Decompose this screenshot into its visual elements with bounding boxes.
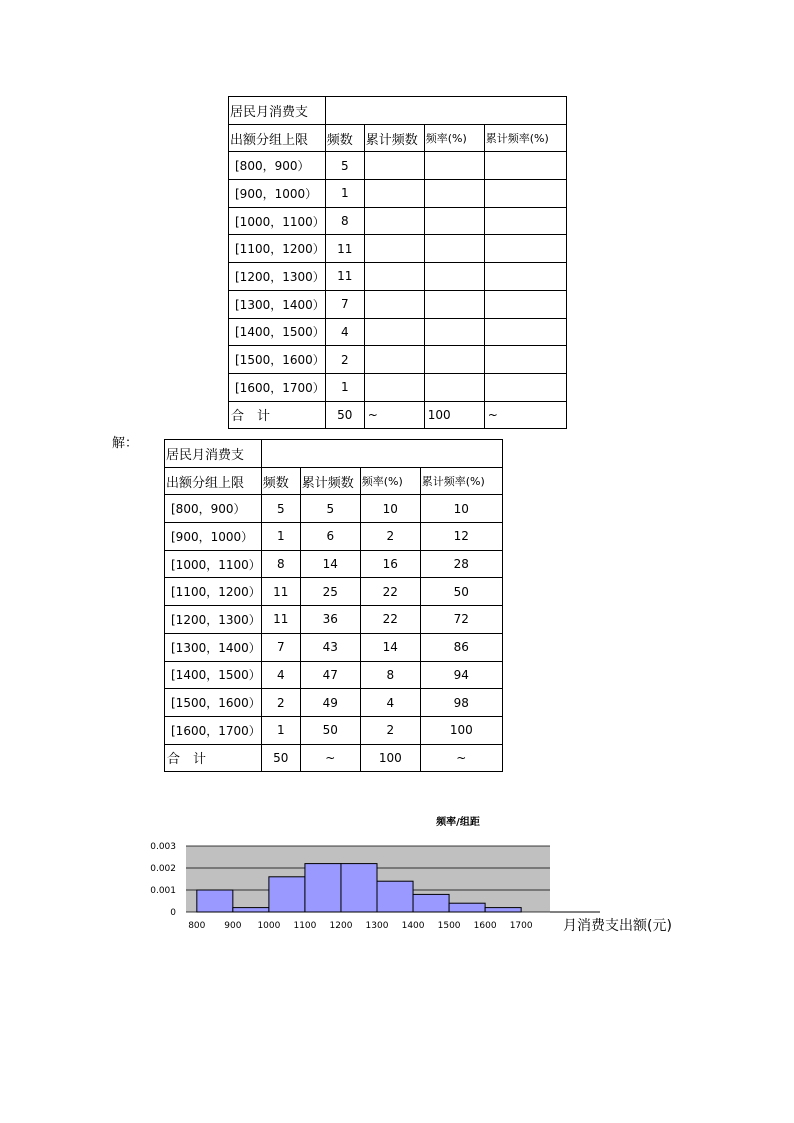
cell-total-rate: 100	[424, 401, 484, 429]
table-header-row-top	[165, 440, 503, 468]
header-cell-interval: 出额分组上限	[229, 124, 326, 152]
histogram-bar	[305, 864, 341, 912]
x-tick-label: 1100	[293, 921, 317, 931]
cell-interval: [800，900）	[165, 495, 262, 523]
header-cell-cum-rate: 累计频率(%)	[420, 467, 502, 495]
header-cell-top: 居民月消费支	[165, 440, 262, 468]
cell-total-cum-freq: ~	[364, 401, 424, 429]
cell-interval: [1400，1500）	[229, 318, 326, 346]
cell-rate	[424, 346, 484, 374]
cell-interval: [900，1000）	[165, 523, 262, 551]
cell-cum-rate: 50	[420, 578, 502, 606]
cell-interval: [1600，1700）	[165, 716, 262, 744]
y-tick-label: 0.003	[150, 842, 176, 852]
cell-rate: 8	[360, 661, 420, 689]
cell-cum-freq	[364, 290, 424, 318]
cell-freq: 11	[325, 263, 364, 291]
table-row	[165, 606, 503, 634]
header-cell-blank	[261, 440, 502, 468]
header-cell-cum-freq: 累计频数	[300, 467, 360, 495]
cell-total-cum-freq: ~	[300, 744, 360, 772]
cell-cum-freq: 14	[300, 550, 360, 578]
cell-rate	[424, 180, 484, 208]
histogram-bar	[413, 894, 449, 912]
cell-freq: 1	[261, 716, 300, 744]
x-tick-label: 1000	[257, 921, 281, 931]
x-tick-label: 1700	[509, 921, 533, 931]
histogram-bar	[269, 877, 305, 912]
cell-interval: [900，1000）	[229, 180, 326, 208]
table-row	[165, 689, 503, 717]
cell-cum-rate: 86	[420, 633, 502, 661]
histogram-bar	[485, 908, 521, 912]
cell-interval: [1500，1600）	[229, 346, 326, 374]
cell-interval: [1000，1100）	[229, 207, 326, 235]
x-axis-ticks	[188, 921, 533, 931]
cell-rate	[424, 263, 484, 291]
x-tick-label: 1500	[437, 921, 461, 931]
table-row	[165, 716, 503, 744]
cell-interval: [1200，1300）	[165, 606, 262, 634]
cell-freq: 5	[325, 152, 364, 180]
cell-cum-rate	[484, 318, 566, 346]
table-header-row	[229, 124, 567, 152]
cell-rate	[424, 207, 484, 235]
plot-area	[186, 846, 550, 912]
cell-freq: 11	[261, 606, 300, 634]
histogram-bar	[449, 903, 485, 912]
cell-freq: 1	[325, 373, 364, 401]
cell-freq: 4	[261, 661, 300, 689]
cell-freq: 7	[261, 633, 300, 661]
y-tick-label: 0	[170, 908, 176, 918]
cell-cum-rate: 10	[420, 495, 502, 523]
cell-cum-freq	[364, 263, 424, 291]
cell-freq: 11	[325, 235, 364, 263]
cell-interval: [1300，1400）	[165, 633, 262, 661]
chart-title: 频率/组距	[436, 817, 480, 828]
table-row	[229, 207, 567, 235]
cell-total-label: 合 计	[165, 744, 262, 772]
table-row	[229, 373, 567, 401]
x-tick-label: 900	[224, 921, 242, 931]
cell-cum-freq: 43	[300, 633, 360, 661]
table-row	[229, 318, 567, 346]
table-row	[229, 290, 567, 318]
cell-rate	[424, 290, 484, 318]
cell-cum-freq	[364, 346, 424, 374]
header-cell-interval: 出额分组上限	[165, 467, 262, 495]
header-cell-rate: 频率(%)	[360, 467, 420, 495]
cell-rate: 10	[360, 495, 420, 523]
histogram-bar	[197, 890, 233, 912]
cell-cum-freq: 5	[300, 495, 360, 523]
cell-cum-freq: 50	[300, 716, 360, 744]
cell-freq: 7	[325, 290, 364, 318]
table-row	[229, 235, 567, 263]
header-cell-freq: 频数	[325, 124, 364, 152]
cell-interval: [1200，1300）	[229, 263, 326, 291]
table-row	[165, 633, 503, 661]
header-cell-rate: 频率(%)	[424, 124, 484, 152]
header-cell-top: 居民月消费支	[229, 97, 326, 125]
cell-cum-rate	[484, 207, 566, 235]
cell-cum-rate	[484, 290, 566, 318]
cell-interval: [800，900）	[229, 152, 326, 180]
cell-cum-freq	[364, 180, 424, 208]
header-cell-cum-rate: 累计频率(%)	[484, 124, 566, 152]
cell-rate: 2	[360, 523, 420, 551]
cell-freq: 8	[325, 207, 364, 235]
cell-cum-freq	[364, 207, 424, 235]
cell-cum-rate: 100	[420, 716, 502, 744]
cell-freq: 4	[325, 318, 364, 346]
cell-cum-freq: 36	[300, 606, 360, 634]
cell-cum-rate	[484, 346, 566, 374]
cell-total-cum-rate: ~	[484, 401, 566, 429]
header-cell-freq: 频数	[261, 467, 300, 495]
y-tick-label: 0.002	[150, 864, 176, 874]
cell-cum-freq: 47	[300, 661, 360, 689]
solution-label: 解：	[112, 436, 139, 451]
table-row	[229, 346, 567, 374]
cell-total-cum-rate: ~	[420, 744, 502, 772]
histogram-chart	[130, 810, 730, 940]
cell-freq: 2	[325, 346, 364, 374]
y-axis-ticks	[150, 842, 176, 918]
cell-freq: 11	[261, 578, 300, 606]
y-tick-label: 0.001	[150, 886, 176, 896]
cell-cum-rate: 94	[420, 661, 502, 689]
x-axis-label: 月消费支出额(元)	[563, 918, 672, 934]
table-total-row	[165, 744, 503, 772]
problem-table	[228, 96, 567, 429]
cell-cum-rate: 72	[420, 606, 502, 634]
x-tick-label: 1300	[365, 921, 389, 931]
cell-cum-freq	[364, 152, 424, 180]
cell-cum-rate	[484, 373, 566, 401]
cell-interval: [1600，1700）	[229, 373, 326, 401]
table-row	[229, 263, 567, 291]
cell-interval: [1000，1100）	[165, 550, 262, 578]
cell-total-freq: 50	[325, 401, 364, 429]
cell-rate: 2	[360, 716, 420, 744]
table-header-row	[165, 467, 503, 495]
cell-rate	[424, 373, 484, 401]
cell-rate: 22	[360, 578, 420, 606]
cell-total-freq: 50	[261, 744, 300, 772]
table-row	[165, 495, 503, 523]
cell-cum-freq	[364, 318, 424, 346]
x-tick-label: 1200	[329, 921, 353, 931]
table-row	[229, 180, 567, 208]
table-row	[165, 523, 503, 551]
cell-cum-freq	[364, 373, 424, 401]
cell-cum-freq: 49	[300, 689, 360, 717]
cell-rate	[424, 152, 484, 180]
cell-total-rate: 100	[360, 744, 420, 772]
cell-rate: 16	[360, 550, 420, 578]
cell-rate: 4	[360, 689, 420, 717]
table-row	[165, 550, 503, 578]
cell-cum-rate	[484, 180, 566, 208]
cell-interval: [1100，1200）	[229, 235, 326, 263]
histogram-bar	[341, 864, 377, 912]
table-row	[229, 152, 567, 180]
cell-cum-rate	[484, 263, 566, 291]
solution-table	[164, 439, 503, 772]
cell-interval: [1300，1400）	[229, 290, 326, 318]
cell-freq: 2	[261, 689, 300, 717]
cell-cum-rate: 28	[420, 550, 502, 578]
table-header-row-top	[229, 97, 567, 125]
cell-freq: 8	[261, 550, 300, 578]
cell-cum-rate: 98	[420, 689, 502, 717]
header-cell-cum-freq: 累计频数	[364, 124, 424, 152]
x-tick-label: 800	[188, 921, 206, 931]
cell-freq: 1	[325, 180, 364, 208]
cell-rate: 14	[360, 633, 420, 661]
header-cell-blank	[325, 97, 566, 125]
histogram-bar	[377, 881, 413, 912]
cell-interval: [1100，1200）	[165, 578, 262, 606]
histogram-bar	[233, 908, 269, 912]
cell-cum-freq: 6	[300, 523, 360, 551]
cell-rate	[424, 235, 484, 263]
table-row	[165, 578, 503, 606]
cell-cum-freq	[364, 235, 424, 263]
cell-cum-rate	[484, 152, 566, 180]
cell-interval: [1400，1500）	[165, 661, 262, 689]
x-tick-label: 1400	[401, 921, 425, 931]
cell-cum-rate: 12	[420, 523, 502, 551]
cell-cum-rate	[484, 235, 566, 263]
table-row	[165, 661, 503, 689]
cell-rate	[424, 318, 484, 346]
cell-total-label: 合 计	[229, 401, 326, 429]
cell-interval: [1500，1600）	[165, 689, 262, 717]
cell-freq: 1	[261, 523, 300, 551]
cell-cum-freq: 25	[300, 578, 360, 606]
cell-freq: 5	[261, 495, 300, 523]
cell-rate: 22	[360, 606, 420, 634]
table-total-row	[229, 401, 567, 429]
x-tick-label: 1600	[473, 921, 497, 931]
